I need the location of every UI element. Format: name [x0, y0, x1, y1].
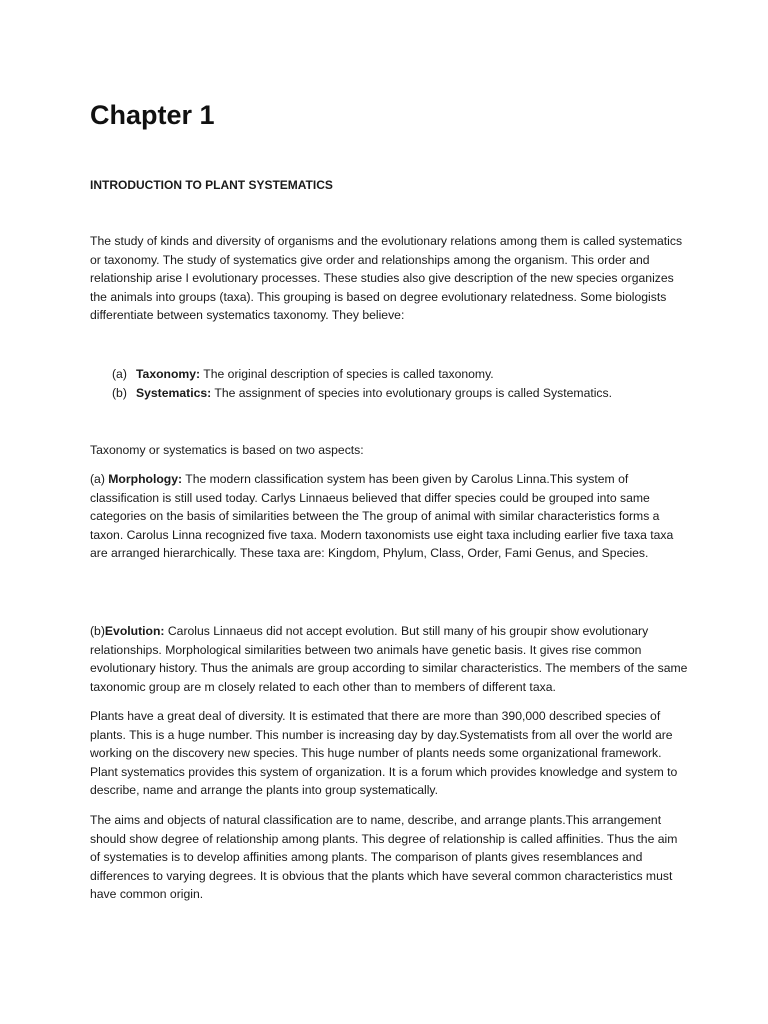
evolution-text: Carolus Linnaeus did not accept evolution. But still many of his groupir show evolutionary relationships. Morphological similarities between two animals have genetic basis. It gives rise common evolutionary history. Thus the animals are group according to similar characteristics. The members of the same taxonomic group are m closely related to each other than to members of different taxa. — [90, 624, 688, 694]
aspects-intro: Taxonomy or systematics is based on two aspects: — [90, 443, 364, 457]
list-marker: (b) — [112, 385, 127, 400]
morphology-prefix: (a) — [90, 472, 109, 486]
evolution-paragraph — [90, 622, 690, 696]
definition-taxonomy: The original description of species is called taxonomy. — [200, 367, 494, 381]
morphology-text: The modern classification system has been given by Carolus Linna.This system of classification is still used today. Carlys Linnaeus believed that differ species could be grouped into same categories on the basis of similarities between the The group of animal with similar characteristics forms a taxon. Carolus Linna recognized five taxa. Modern taxonomists use eight taxa including earlier five taxa taxa are arranged hierarchically. These taxa are: Kingdom, Phylum, Class, Order, Fami Genus, and Species. — [90, 472, 674, 561]
evolution-prefix: (b) — [90, 624, 105, 638]
list-item — [112, 384, 692, 403]
diversity-paragraph: Plants have a great deal of diversity. It is estimated that there are more than 390,000 described species of plants. This is a huge number. This number is increasing day by day.Systematists from all over the world are working on the discovery new species. This huge number of plants needs some organizational framework. Plant systematics provides this system of organization. It is a forum which provides knowledge and system to describe, name and arrange the plants into group systematically. — [90, 709, 678, 798]
term-systematics: Systematics: — [136, 385, 212, 400]
evolution-term: Evolution: — [104, 624, 165, 638]
morphology-paragraph — [90, 470, 690, 563]
term-taxonomy: Taxonomy: — [136, 367, 201, 381]
definition-systematics: The assignment of species into evolutionary groups is called Systematics. — [211, 385, 613, 400]
aims-paragraph: The aims and objects of natural classification are to name, describe, and arrange plants.This arrangement should show degree of relationship among plants. This degree of relationship is called affinities. Thus the aim of systematies is to develop affinities among plants. The comparison of plants gives resemblances and differences to varying degrees. It is obvious that the plants which have several common characteristics must have common origin. — [90, 813, 678, 902]
morphology-term: Morphology: — [108, 472, 183, 486]
list-item — [112, 365, 692, 384]
intro-paragraph: The study of kinds and diversity of organisms and the evolutionary relations among them is called systematics or taxonomy. The study of systematics give order and relationships among the organism. This order and relationship arise I evolutionary processes. These studies also give description of the new species organizes the animals into groups (taxa). This grouping is based on degree evolutionary relatedness. Some biologists differentiate between systematics taxonomy. They believe: — [90, 234, 683, 323]
chapter-title: Chapter 1 — [90, 100, 215, 130]
list-item-text — [136, 384, 692, 403]
list-item-text — [136, 365, 692, 384]
section-title: INTRODUCTION TO PLANT SYSTEMATICS — [90, 178, 333, 192]
definitions-list — [112, 365, 692, 402]
list-marker: (a) — [112, 367, 127, 381]
